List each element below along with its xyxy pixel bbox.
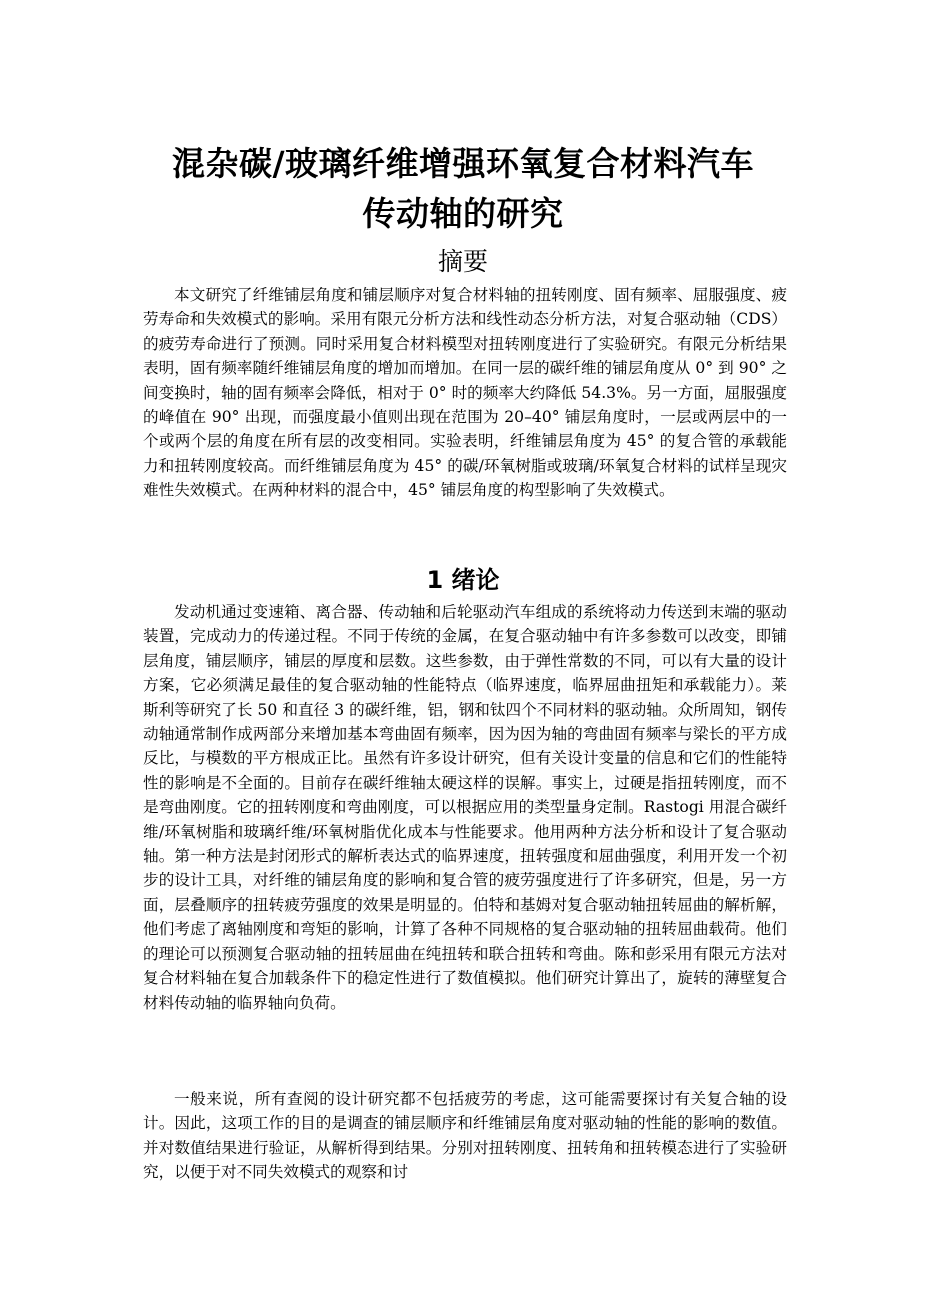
paper-title-line-2: 传动轴的研究: [362, 194, 564, 233]
abstract-paragraph: 本文研究了纤维铺层角度和铺层顺序对复合材料轴的扭转刚度、固有频率、屈服强度、疲劳寿命和失效模式的影响。采用有限元分析方法和线性动态分析方法，对复合驱动轴（CDS）的疲劳寿命进行了预测。同时采用复合材料模型对扭转刚度进行了实验研究。有限元分析结果表明，固有频率随纤维铺层角度的增加而增加。在同一层的碳纤维的铺层角度从 0° 到 90° 之间变换时，轴的固有频率会降低，相对于 0° 时的频率大约降低 54.3%。另一方面，屈服强度的峰值在 90° 出现，而强度最小值则出现在范围为 20–40° 铺层角度时，一层或两层中的一个或两个层的角度在所有层的改变相同。实验表明，纤维铺层角度为 45° 的复合管的承载能力和扭转刚度较高。而纤维铺层角度为 45° 的碳/环氧树脂或玻璃/环氧复合材料的试样呈现灾难性失效模式。在两种材料的混合中，45° 铺层角度的构型影响了失效模式。: [143, 286, 787, 500]
paper-title-line-1: 混杂碳/玻璃纤维增强环氧复合材料汽车: [171, 144, 755, 183]
introduction-paragraph-2: 一般来说，所有查阅的设计研究都不包括疲劳的考虑，这可能需要探讨有关复合轴的设计。因此，这项工作的目的是调查的铺层顺序和纤维铺层角度对驱动轴的性能的影响的数值。并对数值结果进行验证，从解析得到结果。分别对扭转刚度、扭转角和扭转模态进行了实验研究，以便于对不同失效模式的观察和讨: [143, 1090, 787, 1182]
abstract-heading: 摘要: [437, 247, 488, 276]
introduction-paragraph-1: 发动机通过变速箱、离合器、传动轴和后轮驱动汽车组成的系统将动力传送到末端的驱动装置，完成动力的传递过程。不同于传统的金属，在复合驱动轴中有许多参数可以改变，即铺层角度，铺层顺序，铺层的厚度和层数。这些参数，由于弹性常数的不同，可以有大量的设计方案，它必须满足最佳的复合驱动轴的性能特点（临界速度，临界屈曲扭矩和承载能力）。莱斯利等研究了长 50 和直径 3 的碳纤维，铝，钢和钛四个不同材料的驱动轴。众所周知，钢传动轴通常制作成两部分来增加基本弯曲固有频率，因为因为轴的弯曲固有频率与梁长的平方成反比，与模数的平方根成正比。虽然有许多设计研究，但有关设计变量的信息和它们的性能特性的影响是不全面的。目前存在碳纤维轴太硬这样的误解。事实上，过硬是指扭转刚度，而不是弯曲刚度。它的扭转刚度和弯曲刚度，可以根据应用的类型量身定制。Rastogi 用混合碳纤维/环氧树脂和玻璃纤维/环氧树脂优化成本与性能要求。他用两种方法分析和设计了复合驱动轴。第一种方法是封闭形式的解析表达式的临界速度，扭转强度和屈曲强度，利用开发一个初步的设计工具，对纤维的铺层角度的影响和复合管的疲劳强度进行了许多研究，但是，另一方面，层叠顺序的扭转疲劳强度的效果是明显的。伯特和基姆对复合驱动轴扭转屈曲的解析解，他们考虑了离轴刚度和弯矩的影响，计算了各种不同规格的复合驱动轴的扭转屈曲载荷。他们的理论可以预测复合驱动轴的扭转屈曲在纯扭转和联合扭转和弯曲。陈和彭采用有限元方法对复合材料轴在复合加载条件下的稳定性进行了数值模拟。他们研究计算出了，旋转的薄壁复合材料传动轴的临界轴向负荷。: [143, 603, 787, 1012]
introduction-heading: 1 绪论: [426, 566, 500, 594]
